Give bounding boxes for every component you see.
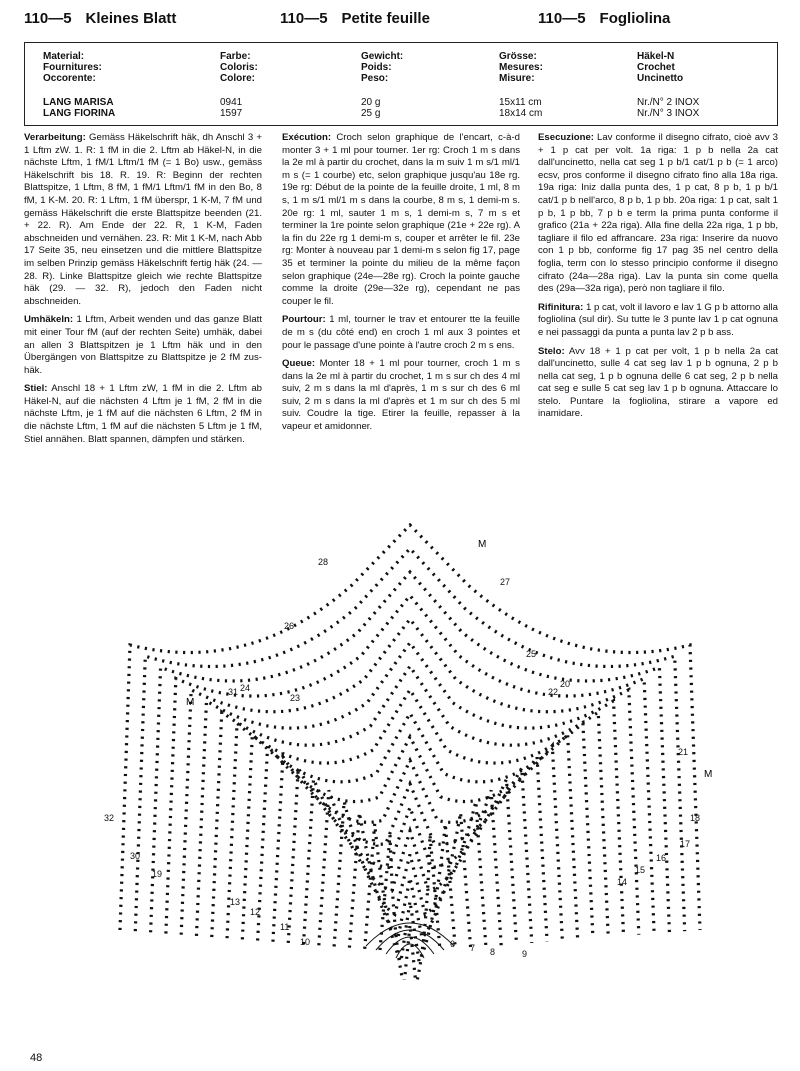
- crochet-chart: [90, 505, 730, 980]
- title-text: Petite feuille: [341, 10, 430, 27]
- row-number-label: 13: [230, 897, 241, 907]
- row-number-label: 14: [617, 877, 628, 887]
- paragraph-stelo: Stelo: Avv 18 + 1 p cat per volt, 1 p b nella 2a cat dall'uncinetto, sulle 4 cat seg lav 1 p b ognuna, 2 p b nella cat seg, 1 p b ognuna delle 6 cat seg, 2 p b nella cat seg e sulle 5 cat seg lav 1 p b ognuna. Attaccare lo stelo. Puntare la fogliolina, stirare a vapore ed inamidare.: [538, 345, 778, 420]
- yarn-size-1: 15x11 cm: [499, 97, 542, 108]
- marker-top: M: [478, 539, 487, 550]
- row-number-label: 16: [656, 853, 667, 863]
- yarn-size-2: 18x14 cm: [499, 108, 543, 119]
- column-italian: [538, 132, 778, 427]
- row-number-label: 11: [280, 922, 290, 932]
- row-number-label: 12: [250, 907, 261, 917]
- paragraph-execution: Exécution: Croch selon graphique de l'encart, c-à-d monter 3 + 1 ml pour tourner. 1er rg: Croch 1 m s dans la 2e ml à partir du crochet, dans la m suiv 1 m s/1 ml/1 m s (= 1 courbe) etc, selon graphique jusqu'au 18e rg. 19e rg: Début de la pointe de la feuille droite, 1 ml, 8 m s, 1 m s/1 ml/1 m s dans la courbe, 8 m s, 1 demi-m s. 20e rg: 1 ml, sauter 1 m s, 1 demi-m s, 7 m s et terminer la 1re pointe selon graphique (21e + 22e rg). A la fin du 22e rg 1 demi-m s, couper et arrêter le fil. 23e rg: Monter à nouveau par 1 demi-m s selon fig 17, page 35 et terminer la pointe du milieu de la même façon selon graphique (24e—28e rg). Croch la pointe gauche comme la droite (29e—32e rg), cependant ne pas couper le fil.: [282, 132, 520, 307]
- yarn-color-1: 0941: [220, 97, 243, 108]
- stitch-row: [258, 737, 563, 941]
- row-number-label: 19: [152, 869, 163, 879]
- title-fr: [280, 10, 430, 27]
- paragraph-pourtour: Pourtour: 1 ml, tourner le trav et entourer tte la feuille de m s (du côté end) en croch 1 ml aux 3 pointes et pour le passage d'une pointe à l'autre croch 2 m s ens.: [282, 314, 521, 351]
- row-number-label: 9: [522, 949, 528, 959]
- row-number-label: 24: [240, 683, 251, 693]
- row-number-label: 15: [635, 865, 646, 875]
- row-number-label: 26: [284, 621, 295, 631]
- size-header: Grösse: Mesures: Misure:: [499, 51, 543, 84]
- row-number-label: 28: [318, 557, 329, 567]
- title-number: 110—5: [24, 10, 72, 27]
- paragraph-stiel: Stiel: Anschl 18 + 1 Lftm zW, 1 fM in die 2. Lftm ab Häkel-N, auf die nächsten 4 Lftm je 1 fM, 2 fM in die nächste Lftm, je 1 fM auf die nächsten 6 Lftm, 2 fM in die nächste Lftm, 1 fM auf die nächsten 5 Lftm je 1 fM, Stiel annähen. Blatt spannen, dämpfen und stärken.: [24, 383, 262, 445]
- row-number-label: 31: [228, 687, 239, 697]
- material-header: Material: Fournitures: Occorente:: [43, 51, 102, 84]
- paragraph-verarbeitung: Verarbeitung: Gemäss Häkelschrift häk, dh Anschl 3 + 1 Lftm zW. 1. R: 1 fM in die 2. Lftm ab Häkel-N, in die nächste Lftm, 1 fM/1 Lftm/1 fM (= 1 Bo) usw., gemäss Häkelschrift bis 18. R. 19. R: Beginn der rechten Blattspitze, 1 Lftm, 8 fM, 1 fM/1 Lftm/1 fM in den Bo, 8 fM, 1 K-M. 20. R: 1 Lftm, 1 fM überspr, 1 K-M, 7 fM und gemäss Häkelschrift die erste Blattspitze beenden (21. + 22. R). Am Ende der 22. R, 1 K-M, Faden abschneiden und vernähen. 23. R: Mit 1 K-M, nach Abb 17 Seite 35, neu einsetzen und die mittlere Blattspitze im selben Prinzip gemäss Häkelschrift fertig häk (24. — 28. R). Linke Blattspitze gleich wie rechte Blattspitze häk (29. — 32. R), jedoch den Faden nicht abschneiden.: [24, 132, 262, 307]
- row-number-label: 25: [526, 649, 537, 659]
- column-french: [282, 132, 520, 440]
- stitch-row: [212, 666, 608, 937]
- paragraph-esecuzione: Esecuzione: Lav conforme il disegno cifrato, cioè avv 3 + 1 p cat per volt. 1a riga: 1 p b nella 2a cat dall'uncinetto, nella cat seg 1 p b/1 cat/1 p b (= 1 arco) ecsv, pros conforme il disegno cifrato fino alla 18a riga. 19a riga: Iniz dalla punta des, 1 p cat, 8 p b, 1 p b/1 cat/1 p b nell'arco, 8 p b, 1 p bb. 20a riga: 1 p cat, salt 1 p b, 1 p bb, 7 p b e term la prima punta conforme il grafico (21a + 22a riga). Alla fine della 22a riga, 1 p bb, tagliare il filo ed affrancare. 23a riga: Inserire da nuovo con 1 p bb, conforme fig 17 pag 35 nel centro della foglia, term con lo stesso principio conforme il disegno cifrato (24a—28a riga). Lav la punta sin come quella des (29a—32a riga), però non tagliare il filo.: [538, 132, 778, 295]
- marker-left: M: [186, 697, 195, 708]
- stitch-row: [334, 801, 486, 946]
- row-number-label: 27: [500, 577, 511, 587]
- row-number-label: 8: [490, 947, 496, 957]
- stitch-row: [120, 525, 700, 930]
- row-number-label: 32: [104, 813, 115, 823]
- title-de: [24, 10, 176, 27]
- stitch-row: [135, 549, 684, 932]
- row-number-label: 23: [290, 693, 301, 703]
- title-number: 110—5: [280, 10, 328, 27]
- center-line: [386, 937, 434, 954]
- marker-right: M: [704, 769, 713, 780]
- paragraph-rifinitura: Rifinitura: 1 p cat, volt il lavoro e lav 1 G p b attorno alla fogliolina (sul dir). Su tutte le 3 punte lav 1 p cat ognuna e nei passaggi da punta a punta lav 2 p b ass.: [538, 301, 778, 338]
- yarn-color-2: 1597: [220, 108, 243, 119]
- color-header: Farbe: Coloris: Colore:: [220, 51, 258, 84]
- yarn-needle-2: Nr./N° 3 INOX: [637, 108, 700, 119]
- row-number-label: 30: [130, 851, 141, 861]
- materials-table: [24, 42, 778, 126]
- row-number-label: 17: [680, 839, 691, 849]
- column-german: [24, 132, 262, 452]
- yarn-name-2: LANG FIORINA: [43, 108, 116, 119]
- title-bar: [24, 10, 784, 36]
- row-number-label: 22: [548, 687, 559, 697]
- weight-header: Gewicht: Poids: Peso:: [361, 51, 404, 84]
- row-number-label: 6: [450, 939, 456, 949]
- row-number-label: 7: [470, 943, 476, 953]
- stitch-row: [304, 779, 517, 944]
- row-number-label: 10: [300, 937, 311, 947]
- yarn-weight-2: 25 g: [361, 108, 381, 119]
- title-text: Fogliolina: [599, 10, 671, 27]
- paragraph-queue: Queue: Monter 18 + 1 ml pour tourner, croch 1 m s dans la 2e ml à partir du crochet, 1 m s sur ch des 4 ml suiv, 2 m s dans la ml d'après, 1 m s sur ch des 6 ml suiv, 2 m s dans la ml d'après et 1 m sur ch des 5 ml suiv. Coudre la tige. Etirer la feuille, repasser à la vapeur et amidonner.: [282, 358, 520, 433]
- yarn-needle-1: Nr./N° 2 INOX: [637, 97, 700, 108]
- page-number: 48: [30, 1052, 43, 1064]
- yarn-weight-1: 20 g: [361, 97, 381, 108]
- center-line: [376, 930, 444, 950]
- row-number-label: 21: [678, 747, 689, 757]
- yarn-name-1: LANG MARISA: [43, 97, 114, 108]
- title-number: 110—5: [538, 10, 586, 27]
- row-number-label: 18: [690, 813, 701, 823]
- needle-header: Häkel-N Crochet Uncinetto: [637, 51, 684, 84]
- row-number-label: 20: [560, 679, 571, 689]
- paragraph-umhaekeln: Umhäkeln: 1 Lftm, Arbeit wenden und das ganze Blatt mit einer Tour fM (auf der rechten Seite) umhäk, dabei an allen 3 Blattspitzen je 1 Lftm häk und in den Übergängen von Blattspitze zu Blattspitze je 2 fM zus-häk.: [24, 314, 262, 376]
- title-it: [538, 10, 670, 27]
- title-text: Kleines Blatt: [85, 10, 177, 27]
